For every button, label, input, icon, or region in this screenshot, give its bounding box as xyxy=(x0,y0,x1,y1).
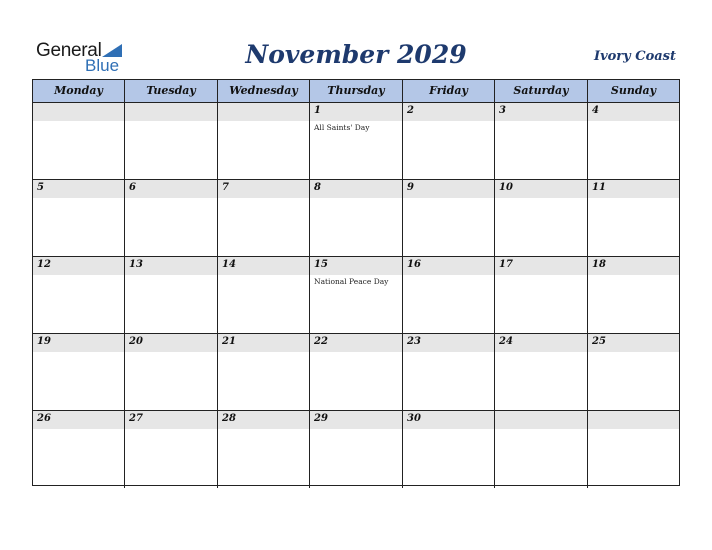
day-number: 4 xyxy=(592,105,599,116)
day-cell xyxy=(125,103,218,179)
day-cell xyxy=(33,103,125,179)
weekday-header-thursday: Thursday xyxy=(310,80,403,102)
day-number: 14 xyxy=(222,259,236,270)
day-number: 26 xyxy=(37,413,51,424)
day-number: 3 xyxy=(499,105,506,116)
calendar-grid xyxy=(32,79,680,486)
day-number: 28 xyxy=(222,413,236,424)
day-cell xyxy=(310,180,403,256)
day-cell xyxy=(33,334,125,410)
day-cell xyxy=(403,257,495,333)
weekday-header-tuesday: Tuesday xyxy=(125,80,218,102)
day-number-band xyxy=(33,180,124,198)
page-title: November 2029 xyxy=(245,40,467,69)
day-number: 7 xyxy=(222,182,229,193)
day-cell xyxy=(495,103,588,179)
day-cell xyxy=(588,411,679,488)
day-number: 21 xyxy=(222,336,236,347)
day-number: 8 xyxy=(314,182,321,193)
day-number-band xyxy=(495,411,587,429)
day-number-band xyxy=(310,180,402,198)
day-cell xyxy=(218,103,310,179)
day-number-band xyxy=(125,180,217,198)
day-number-band xyxy=(495,103,587,121)
country-label: Ivory Coast xyxy=(594,49,676,64)
logo-blue-text: Blue xyxy=(85,56,120,75)
day-number: 18 xyxy=(592,259,606,270)
day-number-band xyxy=(588,103,679,121)
day-number: 12 xyxy=(37,259,51,270)
weekday-header-row xyxy=(33,80,679,103)
weekday-header-friday: Friday xyxy=(403,80,495,102)
day-number: 15 xyxy=(314,259,328,270)
week-row xyxy=(33,334,679,411)
weekday-header-saturday: Saturday xyxy=(495,80,588,102)
day-cell xyxy=(403,334,495,410)
day-cell xyxy=(125,257,218,333)
day-number: 17 xyxy=(499,259,513,270)
day-cell xyxy=(495,411,588,488)
day-number: 20 xyxy=(129,336,143,347)
day-number: 22 xyxy=(314,336,328,347)
day-cell xyxy=(495,180,588,256)
day-number: 30 xyxy=(407,413,421,424)
day-cell xyxy=(125,334,218,410)
day-cell xyxy=(310,411,403,488)
day-cell xyxy=(495,257,588,333)
day-number: 27 xyxy=(129,413,143,424)
day-cell xyxy=(588,334,679,410)
day-number-band xyxy=(33,103,124,121)
holiday-label: National Peace Day xyxy=(314,277,389,286)
day-cell xyxy=(33,411,125,488)
logo-general-text: General xyxy=(36,40,102,61)
week-row xyxy=(33,411,679,488)
day-number: 1 xyxy=(314,105,321,116)
day-number-band xyxy=(588,411,679,429)
day-cell xyxy=(218,411,310,488)
day-cell xyxy=(403,103,495,179)
day-cell xyxy=(218,257,310,333)
holiday-label: All Saints' Day xyxy=(314,123,370,132)
day-number: 6 xyxy=(129,182,136,193)
day-cell xyxy=(310,334,403,410)
day-number: 25 xyxy=(592,336,606,347)
day-cell xyxy=(310,103,403,179)
day-number: 13 xyxy=(129,259,143,270)
day-number: 2 xyxy=(407,105,414,116)
day-number: 19 xyxy=(37,336,51,347)
weekday-header-wednesday: Wednesday xyxy=(218,80,310,102)
day-cell xyxy=(403,411,495,488)
day-number: 24 xyxy=(499,336,513,347)
day-number: 9 xyxy=(407,182,414,193)
day-cell xyxy=(403,180,495,256)
day-cell xyxy=(125,411,218,488)
day-cell xyxy=(33,257,125,333)
day-cell xyxy=(218,334,310,410)
day-cell xyxy=(588,103,679,179)
day-cell xyxy=(125,180,218,256)
day-cell xyxy=(588,180,679,256)
day-number: 23 xyxy=(407,336,421,347)
day-number: 5 xyxy=(37,182,44,193)
day-cell xyxy=(33,180,125,256)
day-number-band xyxy=(218,103,309,121)
day-number-band xyxy=(310,103,402,121)
day-number: 29 xyxy=(314,413,328,424)
day-number-band xyxy=(218,180,309,198)
day-cell xyxy=(588,257,679,333)
day-cell xyxy=(495,334,588,410)
weekday-header-sunday: Sunday xyxy=(610,84,657,97)
day-number: 10 xyxy=(499,182,513,193)
day-cell xyxy=(310,257,403,333)
day-number: 16 xyxy=(407,259,421,270)
week-row xyxy=(33,257,679,334)
weekday-header-monday: Monday xyxy=(33,80,125,102)
week-row xyxy=(33,103,679,180)
day-cell xyxy=(218,180,310,256)
day-number-band xyxy=(403,180,494,198)
day-number-band xyxy=(125,103,217,121)
week-row xyxy=(33,180,679,257)
day-number-band xyxy=(403,103,494,121)
day-number: 11 xyxy=(592,182,606,193)
